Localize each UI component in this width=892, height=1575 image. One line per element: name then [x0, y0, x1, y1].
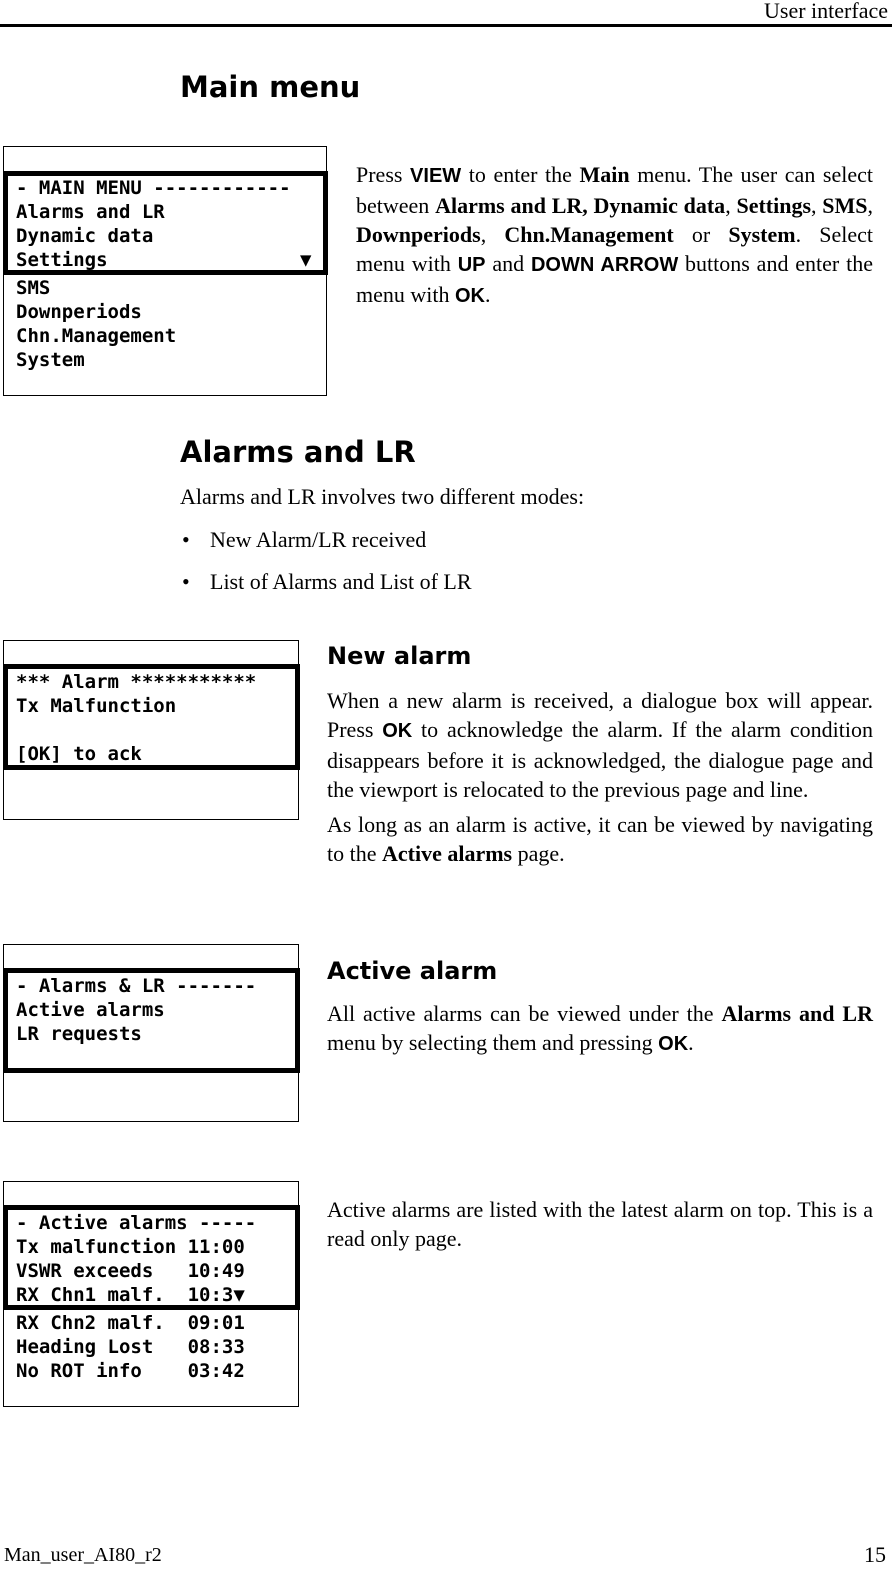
screen-line: SMS [16, 277, 51, 299]
scroll-down-arrow-icon: ▼ [300, 249, 312, 271]
alarms-lr-bullets [180, 526, 780, 610]
new-alarm-screen [3, 640, 299, 820]
alarms-lr-intro: Alarms and LR involves two different modes: [180, 484, 585, 509]
screen-line: VSWR exceeds 10:49 [16, 1260, 245, 1282]
screen-line: Downperiods [16, 301, 142, 323]
screen-line: RX Chn2 malf. 09:01 [16, 1312, 245, 1334]
active-alarm-heading: Active alarm [327, 957, 498, 985]
screen-line: [OK] to ack [16, 743, 142, 765]
alarms-lr-menu-screen [3, 944, 299, 1122]
main-menu-screen [3, 146, 327, 396]
page-number: 15 [864, 1542, 886, 1567]
active-list-text: Active alarms are listed with the latest alarm on top. This is a read only page. [327, 1197, 873, 1251]
new-alarm-heading: New alarm [327, 642, 472, 670]
screen-line: Heading Lost 08:33 [16, 1336, 245, 1358]
active-alarm-text: All active alarms can be viewed under the Alarms and LR menu by selecting them and pressing OK. [327, 1001, 873, 1055]
screen-line: - MAIN MENU ------------ [16, 177, 291, 199]
header-rule [0, 24, 892, 27]
screen-line: Dynamic data [16, 225, 154, 247]
page-header-title: User interface [764, 0, 888, 23]
screen-line: Settings [16, 249, 108, 271]
footer-doc-id: Man_user_AI80_r2 [4, 1544, 162, 1566]
screen-line: RX Chn1 malf. 10:3▼ [16, 1284, 245, 1306]
screen-line: - Active alarms ----- [16, 1212, 257, 1234]
active-alarms-list-screen [3, 1181, 299, 1407]
new-alarm-text: When a new alarm is received, a dialogue box will appear. Press OK to acknowledge the alarm. If the alarm condition disappears before it is acknowledged, the dialogue page and the viewport is relocated to the previous page and line. As long as an alarm is active, it can be viewed by navigating to the Active alarms page. [327, 688, 873, 866]
screen-line: Chn.Management [16, 325, 177, 347]
screen-line: Alarms and LR [16, 201, 165, 223]
screen-line: Active alarms [16, 999, 165, 1021]
screen-line: - Alarms & LR ------- [16, 975, 257, 997]
screen-line: LR requests [16, 1023, 142, 1045]
screen-line: System [16, 349, 85, 371]
main-menu-description: Press VIEW to enter the Main menu. The user can select between Alarms and LR, Dynamic data, Settings, SMS, Downperiods, Chn.Management or System. Select menu with UP and DOWN ARROW buttons and enter the menu with OK. [356, 162, 874, 307]
screen-line: Tx Malfunction [16, 695, 177, 717]
screen-line: No ROT info 03:42 [16, 1360, 245, 1382]
list-item: • List of Alarms and List of LR [180, 568, 780, 596]
alarms-lr-heading: Alarms and LR [180, 435, 416, 469]
screen-line: Tx malfunction 11:00 [16, 1236, 245, 1258]
main-menu-heading: Main menu [180, 70, 361, 104]
screen-line: *** Alarm *********** [16, 671, 257, 693]
list-item: • New Alarm/LR received [180, 526, 780, 554]
